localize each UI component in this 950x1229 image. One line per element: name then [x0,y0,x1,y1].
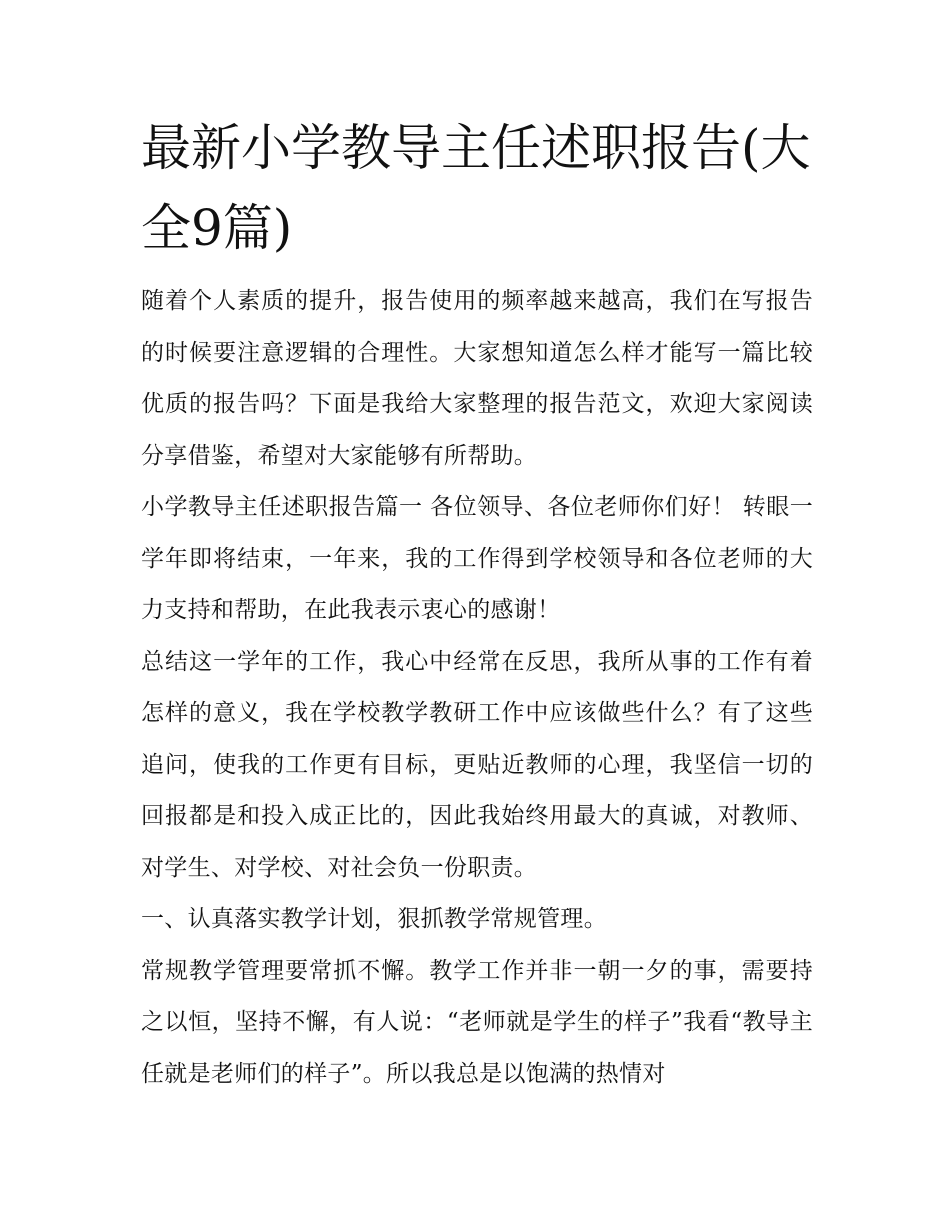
document-body [141,108,813,1100]
section-heading-one: 一、认真落实教学计划，狠抓教学常规管理。 [141,906,607,932]
document-title: 最新小学教导主任述职报告(大全9篇) [141,119,811,257]
routine-management-paragraph: 常规教学管理要常抓不懈。教学工作并非一朝一夕的事，需要持之以恒，坚持不懈，有人说：“老师就是学生的样子”我看“教导主任就是老师们的样子”。所以我总是以饱满的热情对 [141,957,813,1087]
greeting-paragraph: 小学教导主任述职报告篇一 各位领导、各位老师你们好！ 转眼一学年即将结束，一年来，我的工作得到学校领导和各位老师的大力支持和帮助，在此我表示衷心的感谢！ [141,494,813,623]
intro-paragraph: 随着个人素质的提升，报告使用的频率越来越高，我们在写报告的时候要注意逻辑的合理性。大家想知道怎么样才能写一篇比较优质的报告吗？下面是我给大家整理的报告范文，欢迎大家阅读分享借鉴，希望对大家能够有所帮助。 [141,288,813,469]
reflection-paragraph: 总结这一学年的工作，我心中经常在反思，我所从事的工作有着怎样的意义，我在学校教学教研工作中应该做些什么？有了这些追问，使我的工作更有目标，更贴近教师的心理，我坚信一切的回报都是和投入成正比的，因此我始终用最大的真诚，对教师、对学生、对学校、对社会负一份职责。 [141,648,813,881]
